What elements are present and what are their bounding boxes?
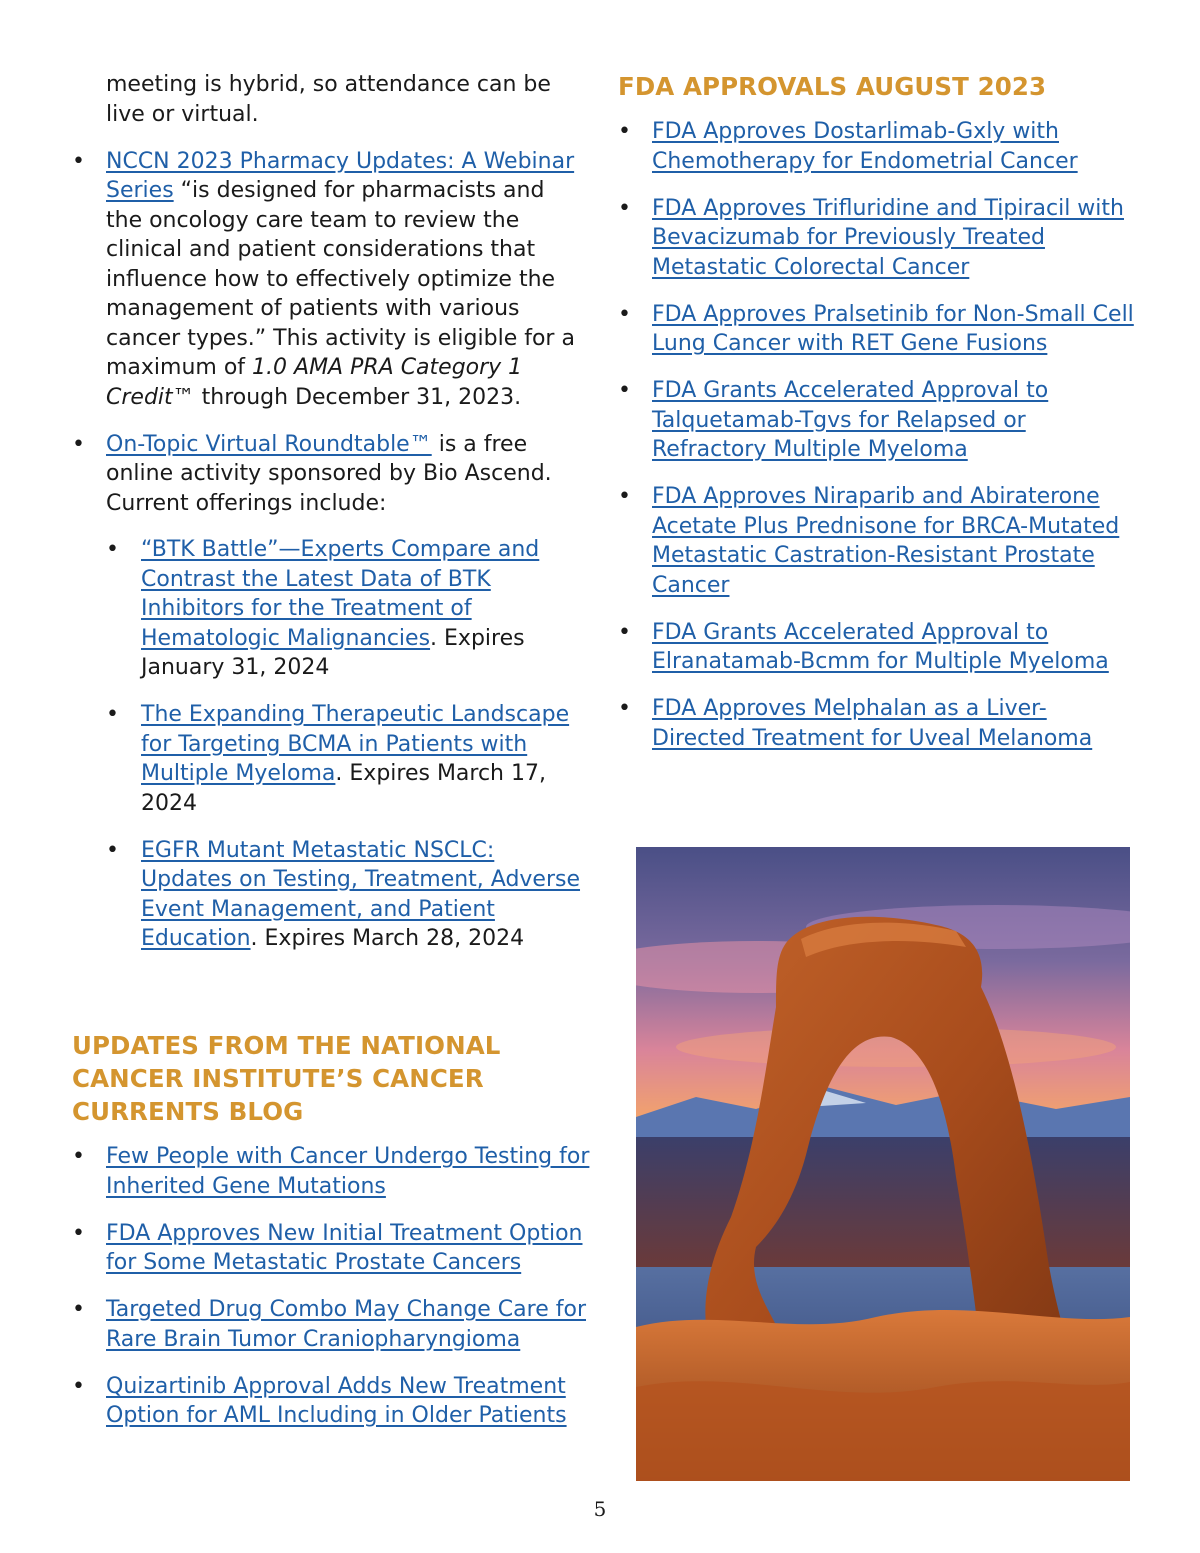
fda-link[interactable]: FDA Approves Niraparib and Abiraterone Acetate Plus Prednisone for BRCA-Mutated Metastatic Castration-Resistant Prostate Cancer	[652, 484, 1120, 598]
nccn-description: “is designed for pharmacists and the oncology care team to review the clinical and patient considerations that influence how to effectively optimize the management of patients with various cancer types.” This activity is eligible for a maximum of	[106, 178, 575, 380]
nccn-date: through December 31, 2023.	[194, 384, 522, 410]
ontopic-roundtable-link[interactable]: On-Topic Virtual Roundtable™	[106, 431, 432, 457]
list-item	[618, 194, 1138, 283]
fda-link[interactable]: FDA Approves Melphalan as a Liver-Directed Treatment for Uveal Melanoma	[652, 696, 1093, 751]
right-column	[618, 70, 1138, 771]
nccn-webinar-link[interactable]: NCCN 2023 Pharmacy Updates: A Webinar Series	[106, 148, 575, 203]
nci-section	[72, 1029, 592, 1448]
offering-item	[106, 836, 582, 954]
offering-link-egfr[interactable]: EGFR Mutant Metastatic NSCLC: Updates on Testing, Treatment, Adverse Event Management, and Patient Education	[141, 837, 581, 951]
offering-link-btk[interactable]: “BTK Battle”—Experts Compare and Contrast the Latest Data of BTK Inhibitors for the Treatment of Hematologic Malignancies	[141, 537, 540, 651]
list-item-nccn	[72, 147, 582, 413]
arch-illustration	[636, 847, 1130, 1481]
fda-link[interactable]: FDA Grants Accelerated Approval to Talquetamab-Tgvs for Relapsed or Refractory Multiple Myeloma	[652, 378, 1049, 462]
offering-expiry: . Expires March 17, 2024	[141, 761, 546, 816]
nci-link[interactable]: FDA Approves New Initial Treatment Option for Some Metastatic Prostate Cancers	[106, 1220, 583, 1275]
list-item	[72, 1142, 592, 1201]
list-item	[618, 117, 1138, 176]
fda-link[interactable]: FDA Approves Dostarlimab-Gxly with Chemotherapy for Endometrial Cancer	[652, 119, 1078, 174]
offering-expiry: . Expires March 28, 2024	[250, 926, 525, 951]
list-item	[618, 482, 1138, 600]
fda-heading: FDA APPROVALS AUGUST 2023	[618, 72, 1047, 101]
list-item	[618, 618, 1138, 677]
list-item	[618, 300, 1138, 359]
continuation-text: meeting is hybrid, so attendance can be live or virtual.	[106, 72, 551, 127]
offering-item	[106, 700, 582, 818]
list-item	[72, 1219, 592, 1278]
nci-link[interactable]: Few People with Cancer Undergo Testing for Inherited Gene Mutations	[106, 1144, 590, 1199]
arch-photo	[636, 847, 1130, 1481]
offering-link-bcma[interactable]: The Expanding Therapeutic Landscape for Targeting BCMA in Patients with Multiple Myeloma	[141, 702, 570, 786]
events-list	[72, 147, 582, 954]
nci-link[interactable]: Targeted Drug Combo May Change Care for Rare Brain Tumor Craniopharyngioma	[106, 1297, 586, 1352]
offerings-list	[106, 535, 582, 954]
list-item	[72, 1372, 592, 1431]
fda-link[interactable]: FDA Grants Accelerated Approval to Elranatamab-Bcmm for Multiple Myeloma	[652, 619, 1109, 674]
nci-heading: UPDATES FROM THE NATIONAL CANCER INSTITUTE’S CANCER CURRENTS BLOG	[72, 1031, 501, 1126]
list-item	[72, 1295, 592, 1354]
nci-list	[72, 1142, 592, 1431]
nci-link[interactable]: Quizartinib Approval Adds New Treatment Option for AML Including in Older Patients	[106, 1373, 567, 1428]
trademark: ™	[172, 384, 195, 410]
page-number: 5	[593, 1497, 607, 1521]
left-column	[72, 70, 582, 971]
ontopic-description: is a free online activity sponsored by Bio Ascend. Current offerings include:	[106, 431, 552, 516]
list-item	[618, 694, 1138, 753]
fda-list	[618, 117, 1138, 753]
list-item-ontopic	[72, 430, 582, 954]
fda-link[interactable]: FDA Approves Pralsetinib for Non-Small Cell Lung Cancer with RET Gene Fusions	[652, 301, 1134, 356]
offering-expiry: . Expires January 31, 2024	[141, 625, 525, 680]
fda-link[interactable]: FDA Approves Trifluridine and Tipiracil with Bevacizumab for Previously Treated Metastatic Colorectal Cancer	[652, 195, 1124, 280]
offering-item	[106, 535, 582, 683]
credit-text: 1.0 AMA PRA Category 1 Credit	[106, 355, 523, 410]
list-item	[618, 376, 1138, 465]
